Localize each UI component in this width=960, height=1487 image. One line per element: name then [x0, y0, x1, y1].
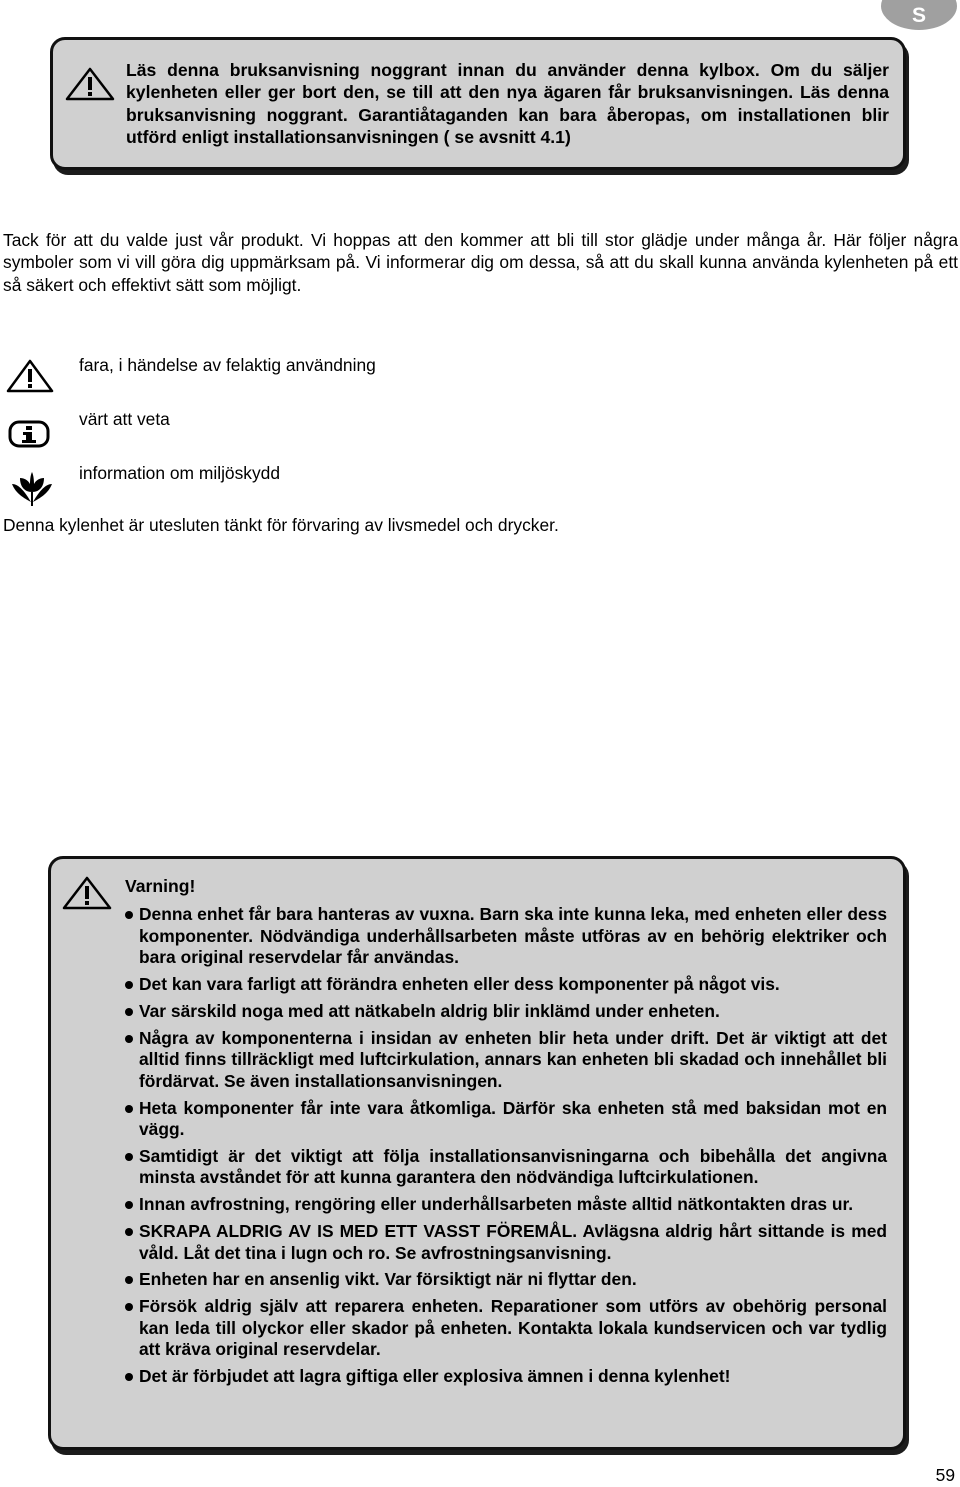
symbol-row-danger — [0, 354, 700, 398]
list-item: Det kan vara farligt att förändra enheten eller dess komponenter på något vis. — [125, 974, 887, 996]
list-item: Var särskild noga med att nätkabeln aldrig blir inklämd under enheten. — [125, 1001, 887, 1023]
varning-list — [125, 904, 887, 1393]
varning-title: Varning! — [125, 876, 196, 896]
list-item: Det är förbjudet att lagra giftiga eller explosiva ämnen i denna kylenhet! — [125, 1366, 887, 1388]
list-item: Några av komponenterna i insidan av enheten blir heta under drift. Det är viktigt att det alltid finns tillräckligt med luftcirkulation, annars kan enheten bli skadad och innehållet bli fördärvat. Se även installationsanvisningen. — [125, 1028, 887, 1093]
warning-triangle-icon — [62, 876, 112, 910]
symbol-label-danger: fara, i händelse av felaktig användning — [79, 355, 376, 375]
varning-box — [48, 856, 906, 1450]
language-tab — [881, 0, 957, 30]
top-warning-text: Läs denna bruksanvisning noggrant innan du använder denna kylbox. Om du säljer kylenheten eller ger bort den, se till att den nya ägaren får bruksanvisningen. Läs denna bruksanvisning noggrant. Garantiåtaganden kan bara åberopas, om installationen blir utförd enligt installationsanvisningen ( se avsnitt 4.1) — [126, 60, 889, 147]
warning-triangle-icon — [65, 67, 115, 101]
intro-paragraph: Tack för att du valde just vår produkt. Vi hoppas att den kommer att bli till stor glädje under många år. Här följer några symboler som vi vill göra dig uppmärksam på. Vi informerar dig om dessa, så att du skall kunna använda kylenheten på ett så säkert och effektivt sätt som möjligt. — [3, 230, 958, 295]
list-item: Heta komponenter får inte vara åtkomliga. Därför ska enheten stå med baksidan mot en vägg. — [125, 1098, 887, 1141]
symbol-label-environment: information om miljöskydd — [79, 463, 281, 483]
symbol-row-info — [0, 408, 700, 452]
warning-triangle-icon — [6, 359, 54, 393]
list-item: Enheten har en ansenlig vikt. Var försiktigt när ni flyttar den. — [125, 1269, 887, 1291]
list-item: Samtidigt är det viktigt att följa installationsanvisningarna och bibehålla det angivna minsta avståndet för att kunna garantera den nödvändiga luftcirkulationen. — [125, 1146, 887, 1189]
list-item: Försök aldrig själv att reparera enheten. Reparationer som utförs av obehörig personal kan leda till olyckor eller skador på enheten. Kontakta lokala kundservicen och var tydlig att kräva original reservdelar. — [125, 1296, 887, 1361]
purpose-text: Denna kylenhet är utesluten tänkt för förvaring av livsmedel och drycker. — [3, 515, 559, 535]
symbol-label-info: värt att veta — [79, 409, 170, 429]
top-warning-box — [50, 37, 906, 170]
symbol-row-environment — [0, 462, 700, 506]
language-tab-label: S — [911, 4, 926, 27]
environment-flower-icon — [10, 470, 54, 508]
info-icon — [8, 418, 50, 450]
list-item: Innan avfrostning, rengöring eller underhållsarbeten måste alltid nätkontakten dras ur. — [125, 1194, 887, 1216]
page-number: 59 — [935, 1465, 955, 1485]
list-item: Denna enhet får bara hanteras av vuxna. Barn ska inte kunna leka, med enheten eller dess komponenter. Nödvändiga underhållsarbeten måste utföras av en behörig elektriker och bara original reservdelar får användas. — [125, 904, 887, 969]
list-item: SKRAPA ALDRIG AV IS MED ETT VASST FÖREMÅL. Avlägsna aldrig hårt sittande is med våld. Låt det tina i lugn och ro. Se avfrostningsanvisning. — [125, 1221, 887, 1264]
